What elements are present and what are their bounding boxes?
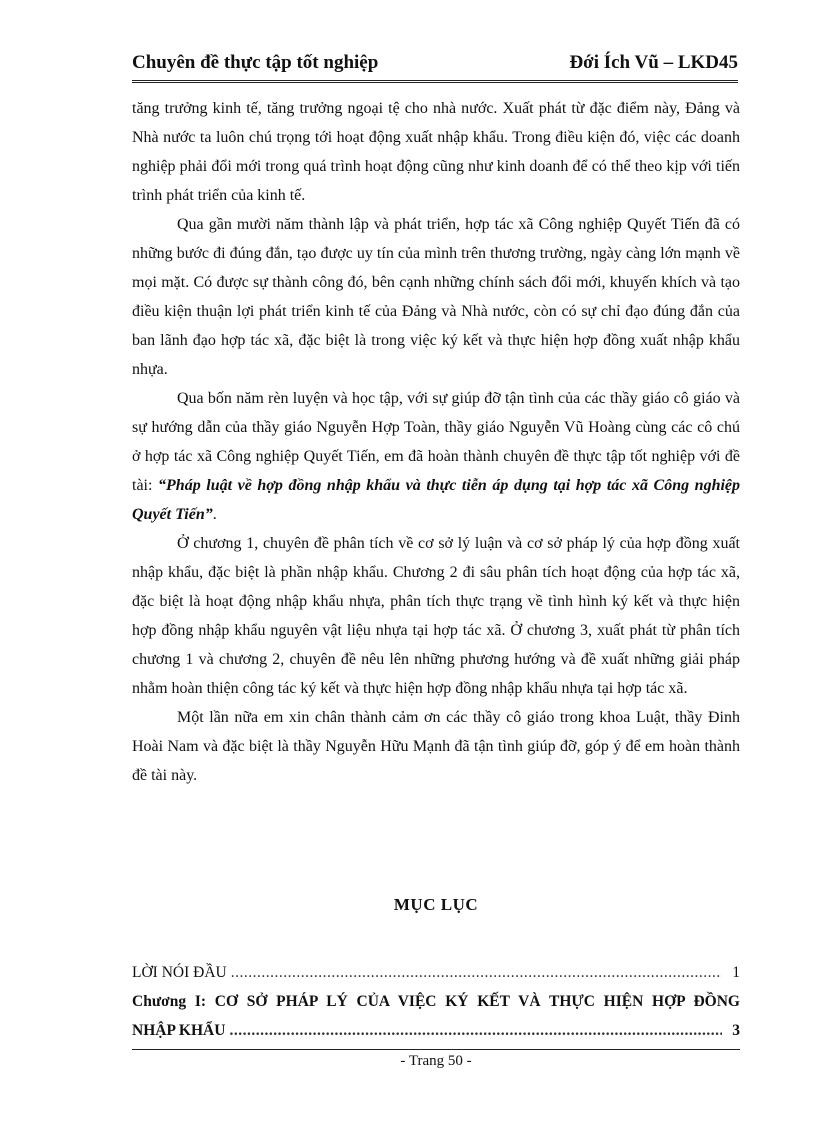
paragraph-4: Ở chương 1, chuyên đề phân tích về cơ sở lý luận và cơ sở pháp lý của hợp đồng xuất nhập khẩu, đặc biệt là phần nhập khẩu. Chương 2 đi sâu phân tích hoạt động của hợp tác xã, đặc biệt là hoạt động nhập khẩu nhựa, phân tích thực trạng về tình hình ký kết và thực hiện hợp đồng nhập khẩu nguyên vật liệu nhựa tại hợp tác xã. Ở chương 3, xuất phát từ phân tích chương 1 và chương 2, chuyên đề nêu lên những phương hướng và đề xuất những giải pháp nhằm hoàn thiện công tác ký kết và thực hiện hợp đồng nhập khẩu nhựa tại hợp tác xã. [132, 535, 740, 697]
toc-entry-chapter1[interactable] [132, 1016, 740, 1045]
toc-entry-label: LỜI NÓI ĐẦU [132, 964, 227, 981]
header-author: Đới Ích Vũ – LKD45 [569, 52, 738, 73]
toc-heading: MỤC LỤC [393, 895, 479, 914]
paragraph-3-end: . [212, 506, 217, 523]
footer-divider [132, 1049, 740, 1050]
body-text [132, 94, 740, 790]
toc-entry-intro[interactable] [132, 958, 740, 987]
toc-entry-chapter1-line1[interactable]: Chương I: CƠ SỞ PHÁP LÝ CỦA VIỆC KÝ KẾT VÀ THỰC HIỆN HỢP ĐỒNG [132, 993, 740, 1010]
toc-entry-page: 3 [732, 1022, 740, 1039]
page-header [132, 50, 738, 83]
table-of-contents [132, 958, 740, 1045]
page-number: - Trang 50 - [400, 1053, 472, 1069]
paragraph-1: tăng trưởng kinh tế, tăng trưởng ngoại tệ cho nhà nước. Xuất phát từ đặc điểm này, Đảng và Nhà nước ta luôn chú trọng tới hoạt động xuất nhập khẩu. Trong điều kiện đó, việc các doanh nghiệp phải đổi mới trong quá trình hoạt động cũng như kinh doanh để có thể theo kịp với tiến trình phát triển của kinh tế. [132, 100, 740, 204]
paragraph-3 [132, 384, 740, 529]
toc-entry-page: 1 [732, 964, 740, 981]
toc-leader-dots [229, 1016, 722, 1045]
toc-entry-label: NHẬP KHẨU [132, 1022, 226, 1039]
header-document-title: Chuyên đề thực tập tốt nghiệp [132, 52, 379, 73]
thesis-title: “Pháp luật về hợp đồng nhập khẩu và thực tiễn áp dụng tại hợp tác xã Công nghiệp Quyết Tiến” [132, 477, 741, 523]
paragraph-3-intro: Qua bốn năm rèn luyện và học tập, với sự giúp đỡ tận tình của các thầy giáo cô giáo và sự hướng dẫn của thầy giáo Nguyễn Hợp Toàn, thầy giáo Nguyễn Vũ Hoàng cùng các cô chú ở hợp tác xã Công nghiệp Quyết Tiến, em đã hoàn thành chuyên đề thực tập tốt nghiệp với đề tài: [132, 390, 740, 494]
paragraph-5: Một lần nữa em xin chân thành cảm ơn các thầy cô giáo trong khoa Luật, thầy Đinh Hoài Nam và đặc biệt là thầy Nguyễn Hữu Mạnh đã tận tình giúp đỡ, góp ý để em hoàn thành đề tài này. [132, 709, 740, 784]
paragraph-2: Qua gần mười năm thành lập và phát triển, hợp tác xã Công nghiệp Quyết Tiến đã có những bước đi đúng đắn, tạo được uy tín của mình trên thương trường, ngày càng lớn mạnh về mọi mặt. Có được sự thành công đó, bên cạnh những chính sách đổi mới, khuyến khích và tạo điều kiện thuận lợi phát triển kinh tế của Đảng và Nhà nước, còn có sự chỉ đạo đúng đắn của ban lãnh đạo hợp tác xã, đặc biệt là trong việc ký kết và thực hiện hợp đồng xuất nhập khẩu nhựa. [132, 216, 740, 378]
toc-leader-dots [231, 958, 722, 987]
